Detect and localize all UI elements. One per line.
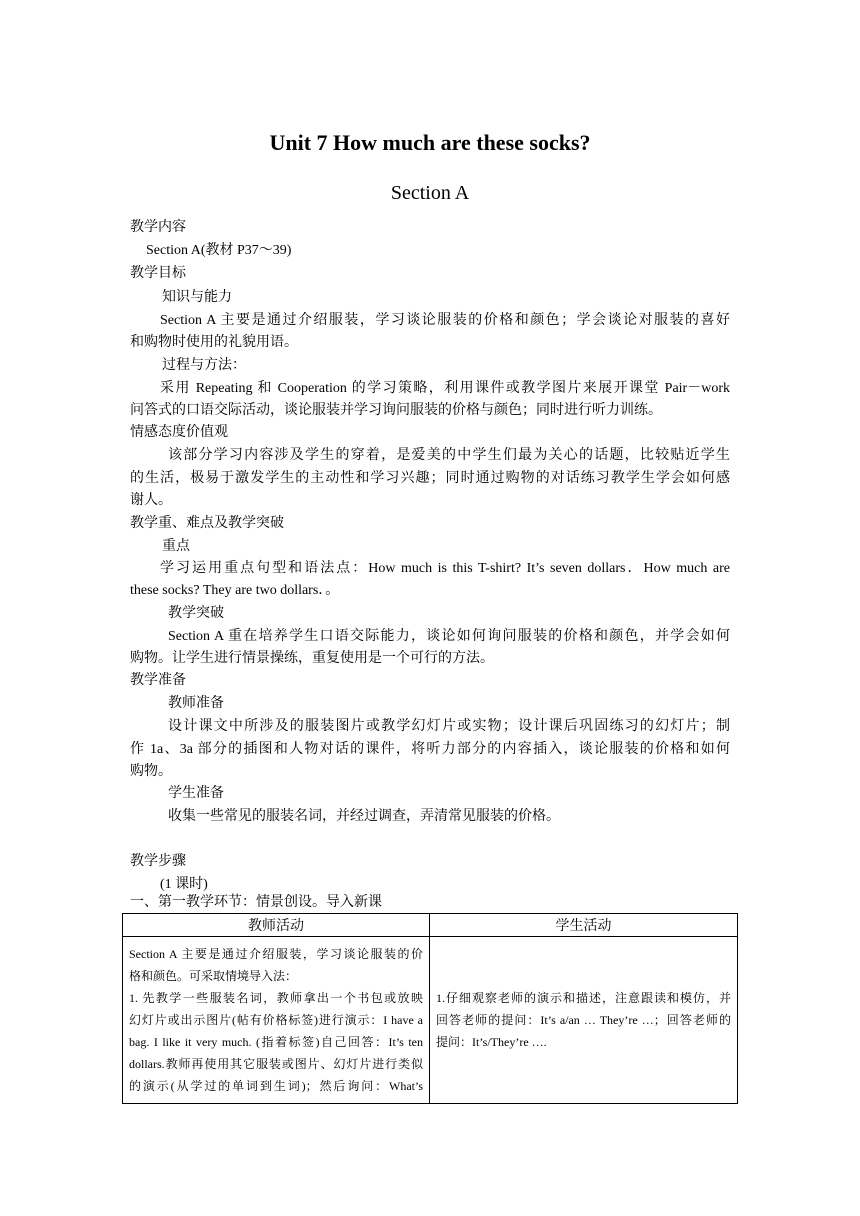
breakthrough-paragraph-line: Section A 重在培养学生口语交际能力，谈论如何询问服装的价格和颜色，并学会如何 <box>168 629 730 644</box>
knowledge-heading: 知识与能力 <box>162 290 232 305</box>
section-subtitle: Section A <box>390 182 470 204</box>
cell-line: Section A 主要是通过介绍服装，学习谈论服装的价 <box>129 947 423 961</box>
cell-line: 1. 先教学一些服装名词，教师拿出一个书包或放映 <box>129 991 423 1005</box>
content-text: Section A(教材 P37～39) <box>146 243 292 258</box>
stage1-heading: 一、第一教学环节：情景创设。导入新课 <box>130 895 382 910</box>
table-header-row <box>123 914 738 937</box>
steps-heading: 教学步骤 <box>130 854 186 869</box>
teacher-prep-line: 作 1a、3a 部分的插图和人物对话的课件，将听力部分的内容插入，谈论服装的价格和如何 <box>130 742 730 757</box>
goals-heading: 教学目标 <box>130 266 186 281</box>
student-activity-header: 学生活动 <box>430 914 738 937</box>
teacher-prep-line: 设计课文中所涉及的服装图片或教学幻灯片或实物；设计课后巩固练习的幻灯片；制 <box>168 719 730 734</box>
focus-heading: 重点 <box>162 539 190 554</box>
cell-line: 1.仔细观察老师的演示和描述，注意跟读和模仿，并 <box>436 991 731 1005</box>
cell-line: 提问：It’s/They’re …. <box>436 1035 547 1049</box>
knowledge-paragraph-line: 和购物时使用的礼貌用语。 <box>130 335 298 350</box>
prep-heading: 教学准备 <box>130 673 186 688</box>
keypoints-heading: 教学重、难点及教学突破 <box>130 516 284 531</box>
attitude-paragraph-line: 该部分学习内容涉及学生的穿着，是爱美的中学生们最为关心的话题，比较贴近学生 <box>168 448 730 463</box>
process-heading: 过程与方法： <box>162 358 246 373</box>
breakthrough-heading: 教学突破 <box>168 606 224 621</box>
table-row <box>123 937 738 1104</box>
cell-line: 的演示(从学过的单词到生词)；然后询问：What’s <box>129 1079 423 1093</box>
cell-line: 回答老师的提问：It’s a/an … They’re …；回答老师的 <box>436 1013 731 1027</box>
attitude-paragraph-line: 的生活，极易于激发学生的主动性和学习兴趣；同时通过购物的对话练习教学生学会如何感 <box>130 471 730 486</box>
focus-paragraph-line: these socks? They are two dollars．。 <box>130 583 340 598</box>
document-title: Unit 7 How much are these socks? <box>269 130 591 155</box>
student-prep-heading: 学生准备 <box>168 786 224 801</box>
content-heading: 教学内容 <box>130 220 186 235</box>
knowledge-paragraph-line: Section A 主要是通过介绍服装，学习谈论服装的价格和颜色；学会谈论对服装的喜好 <box>160 313 730 328</box>
cell-line: bag. I like it very much. (指着标签)自己回答：It’s ten <box>129 1035 423 1049</box>
cell-line: 幻灯片或出示图片(帖有价格标签)进行演示：I have a <box>129 1013 423 1027</box>
attitude-heading: 情感态度价值观 <box>130 425 228 440</box>
cell-line: 格和颜色。可采取情境导入法： <box>129 969 298 983</box>
cell-line: dollars.教师再使用其它服装或图片、幻灯片进行类似 <box>129 1057 423 1071</box>
activity-table <box>122 913 738 1104</box>
teacher-activity-cell <box>123 937 430 1104</box>
student-activity-cell <box>430 937 738 1104</box>
breakthrough-paragraph-line: 购物。让学生进行情景操练，重复使用是一个可行的方法。 <box>130 651 494 666</box>
student-prep-line: 收集一些常见的服装名词，并经过调查，弄清常见服装的价格。 <box>168 809 560 824</box>
teacher-activity-header: 教师活动 <box>123 914 430 937</box>
teacher-prep-line: 购物。 <box>130 764 172 779</box>
period-text: (1 课时) <box>160 877 208 892</box>
focus-paragraph-line: 学习运用重点句型和语法点：How much is this T-shirt? It’s seven dollars．How much are <box>160 561 730 576</box>
process-paragraph-line: 采用 Repeating 和 Cooperation 的学习策略，利用课件或教学图片来展开课堂 Pair－work <box>160 381 730 396</box>
process-paragraph-line: 问答式的口语交际活动，谈论服装并学习询问服装的价格与颜色；同时进行听力训练。 <box>130 403 662 418</box>
teacher-prep-heading: 教师准备 <box>168 696 224 711</box>
attitude-paragraph-line: 谢人。 <box>130 493 172 508</box>
